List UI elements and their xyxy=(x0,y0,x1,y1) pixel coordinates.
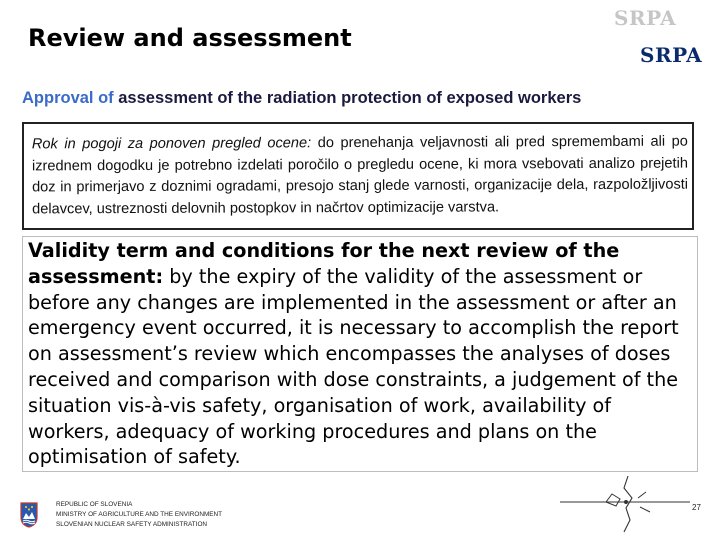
slide-subtitle xyxy=(22,89,712,108)
slide-title: Review and assessment xyxy=(28,24,352,52)
translation-text xyxy=(28,238,694,470)
translation-text-lead: Validity term and conditions for the next review of the assessment: xyxy=(28,239,620,288)
footer-line-ministry: MINISTRY OF AGRICULTURE AND THE ENVIRONMENT xyxy=(56,511,223,519)
footer-institution xyxy=(56,500,222,531)
scanned-text-lead: Rok in pogoji za ponoven pregled ocene: xyxy=(31,135,312,153)
line-motif-icon xyxy=(560,472,690,534)
srpa-logo-ghost: SRPA xyxy=(614,6,677,30)
subtitle-rest: assessment of the radiation protection of exposed workers xyxy=(113,89,582,107)
srpa-logo: SRPA xyxy=(640,43,703,67)
scanned-text-rest: do prenehanja veljavnosti ali pred spremembami ali po izrednem dogodku je potrebno izdelati poročilo o pregledu ocene, ki mora vsebovati analizo prejetih doz in primerjavo z doznimi ogradami, presojo stanj glede varnosti, organizacije dela, razpoložljivosti delavcev, ustreznosti delovnih postopkov in načrtov optimizacije varstva. xyxy=(31,133,689,217)
subtitle-accent: Approval of xyxy=(22,89,114,107)
footer-line-country: REPUBLIC OF SLOVENIA xyxy=(56,501,133,508)
footer-line-administration: SLOVENIAN NUCLEAR SAFETY ADMINISTRATION xyxy=(56,521,208,529)
translation-text-rest: by the expiry of the validity of the assessment or before any changes are implemented in the assessment or after an emergency event occurred, it is necessary to accomplish the report on assessment’s review which encompasses the analyses of doses received and comparison with dose constraints, a judgement of the situation vis-à-vis safety, organisation of work, availability of workers, adequacy of working procedures and plans on the optimisation of safety. xyxy=(28,264,679,469)
scanned-original-text xyxy=(32,132,688,221)
translation-text-box xyxy=(22,236,698,472)
slovenia-coat-of-arms-icon xyxy=(20,502,38,528)
page-number: 27 xyxy=(692,503,701,512)
scanned-original-text-box xyxy=(22,122,694,230)
